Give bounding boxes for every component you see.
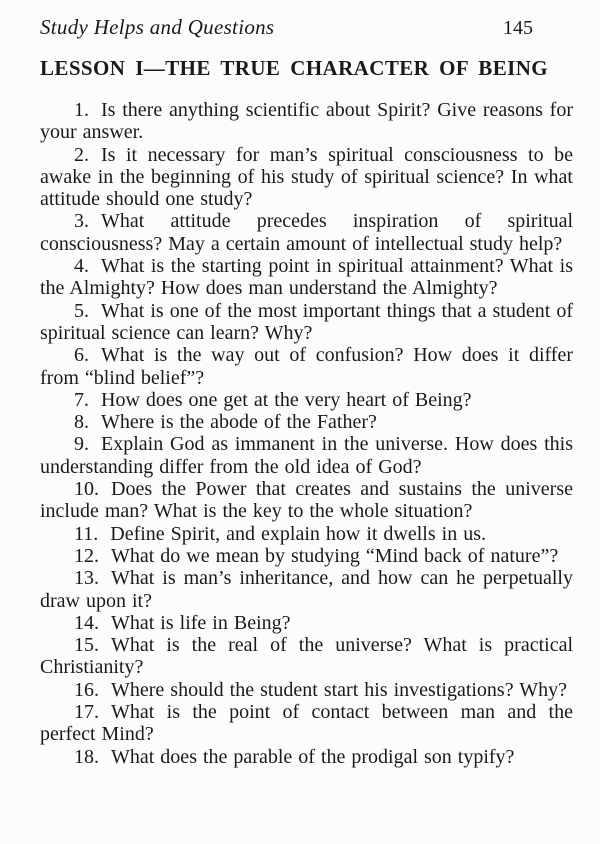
- question-number: 3.: [74, 210, 89, 233]
- question-text: What do we mean by studying “Mind back of nature”?: [111, 544, 559, 567]
- question-text: Explain God as immanent in the universe. How does this understanding differ from the old idea of God?: [40, 433, 573, 478]
- questions-list: [40, 99, 573, 768]
- question-item: [40, 389, 573, 411]
- question-text: Where should the student start his investigations? Why?: [111, 678, 567, 701]
- running-header-title: Study Helps and Questions: [40, 15, 275, 39]
- question-number: 6.: [74, 344, 89, 367]
- question-number: 8.: [74, 411, 89, 434]
- question-text: Is it necessary for man’s spiritual consciousness to be awake in the beginning of his study of spiritual science? In what attitude should one study?: [40, 143, 573, 211]
- question-number: 14.: [74, 611, 99, 634]
- question-item: [40, 433, 573, 478]
- question-text: What is the point of contact between man and the perfect Mind?: [40, 701, 573, 746]
- question-text: Define Spirit, and explain how it dwells in us.: [110, 522, 486, 545]
- question-text: What is life in Being?: [111, 611, 291, 634]
- question-number: 2.: [74, 143, 89, 166]
- question-item: [40, 746, 573, 768]
- question-text: What is the starting point in spiritual attainment? What is the Almighty? How does man understand the Almighty?: [40, 255, 573, 300]
- question-text: How does one get at the very heart of Being?: [101, 388, 472, 411]
- question-text: Does the Power that creates and sustains the universe include man? What is the key to the whole situation?: [40, 478, 573, 523]
- question-item: [40, 300, 573, 345]
- question-text: What does the parable of the prodigal son typify?: [111, 745, 515, 768]
- running-header: [40, 15, 573, 40]
- question-text: What is the real of the universe? What is practical Christianity?: [40, 634, 573, 679]
- question-item: [40, 567, 573, 612]
- question-text: Where is the abode of the Father?: [101, 411, 377, 434]
- question-number: 17.: [74, 701, 99, 724]
- question-text: What attitude precedes inspiration of spiritual consciousness? May a certain amount of intellectual study help?: [40, 210, 573, 255]
- question-item: [40, 634, 573, 679]
- question-number: 15.: [74, 634, 99, 657]
- question-item: [40, 144, 573, 211]
- question-number: 12.: [74, 544, 99, 567]
- question-text: Is there anything scientific about Spirit? Give reasons for your answer.: [40, 99, 573, 144]
- question-item: [40, 478, 573, 523]
- question-item: [40, 701, 573, 746]
- question-number: 7.: [74, 388, 89, 411]
- question-item: [40, 523, 573, 545]
- question-text: What is man’s inheritance, and how can he perpetually draw upon it?: [40, 567, 573, 612]
- question-number: 9.: [74, 433, 89, 456]
- question-item: [40, 344, 573, 389]
- question-number: 10.: [74, 478, 99, 501]
- question-number: 13.: [74, 567, 99, 590]
- question-number: 16.: [74, 678, 99, 701]
- question-number: 5.: [74, 299, 89, 322]
- question-item: [40, 411, 573, 433]
- question-number: 18.: [74, 745, 99, 768]
- question-item: [40, 612, 573, 634]
- question-number: 1.: [74, 99, 89, 121]
- page-number: 145: [503, 17, 533, 39]
- question-number: 4.: [74, 255, 89, 278]
- question-item: [40, 210, 573, 255]
- question-item: [40, 679, 573, 701]
- question-number: 11.: [74, 522, 99, 545]
- question-item: [40, 99, 573, 144]
- question-text: What is the way out of confusion? How does it differ from “blind belief”?: [40, 344, 573, 389]
- question-item: [40, 255, 573, 300]
- question-text: What is one of the most important things that a student of spiritual science can learn? Why?: [40, 299, 573, 344]
- question-item: [40, 545, 573, 567]
- lesson-title: LESSON I—THE TRUE CHARACTER OF BEING: [40, 56, 548, 80]
